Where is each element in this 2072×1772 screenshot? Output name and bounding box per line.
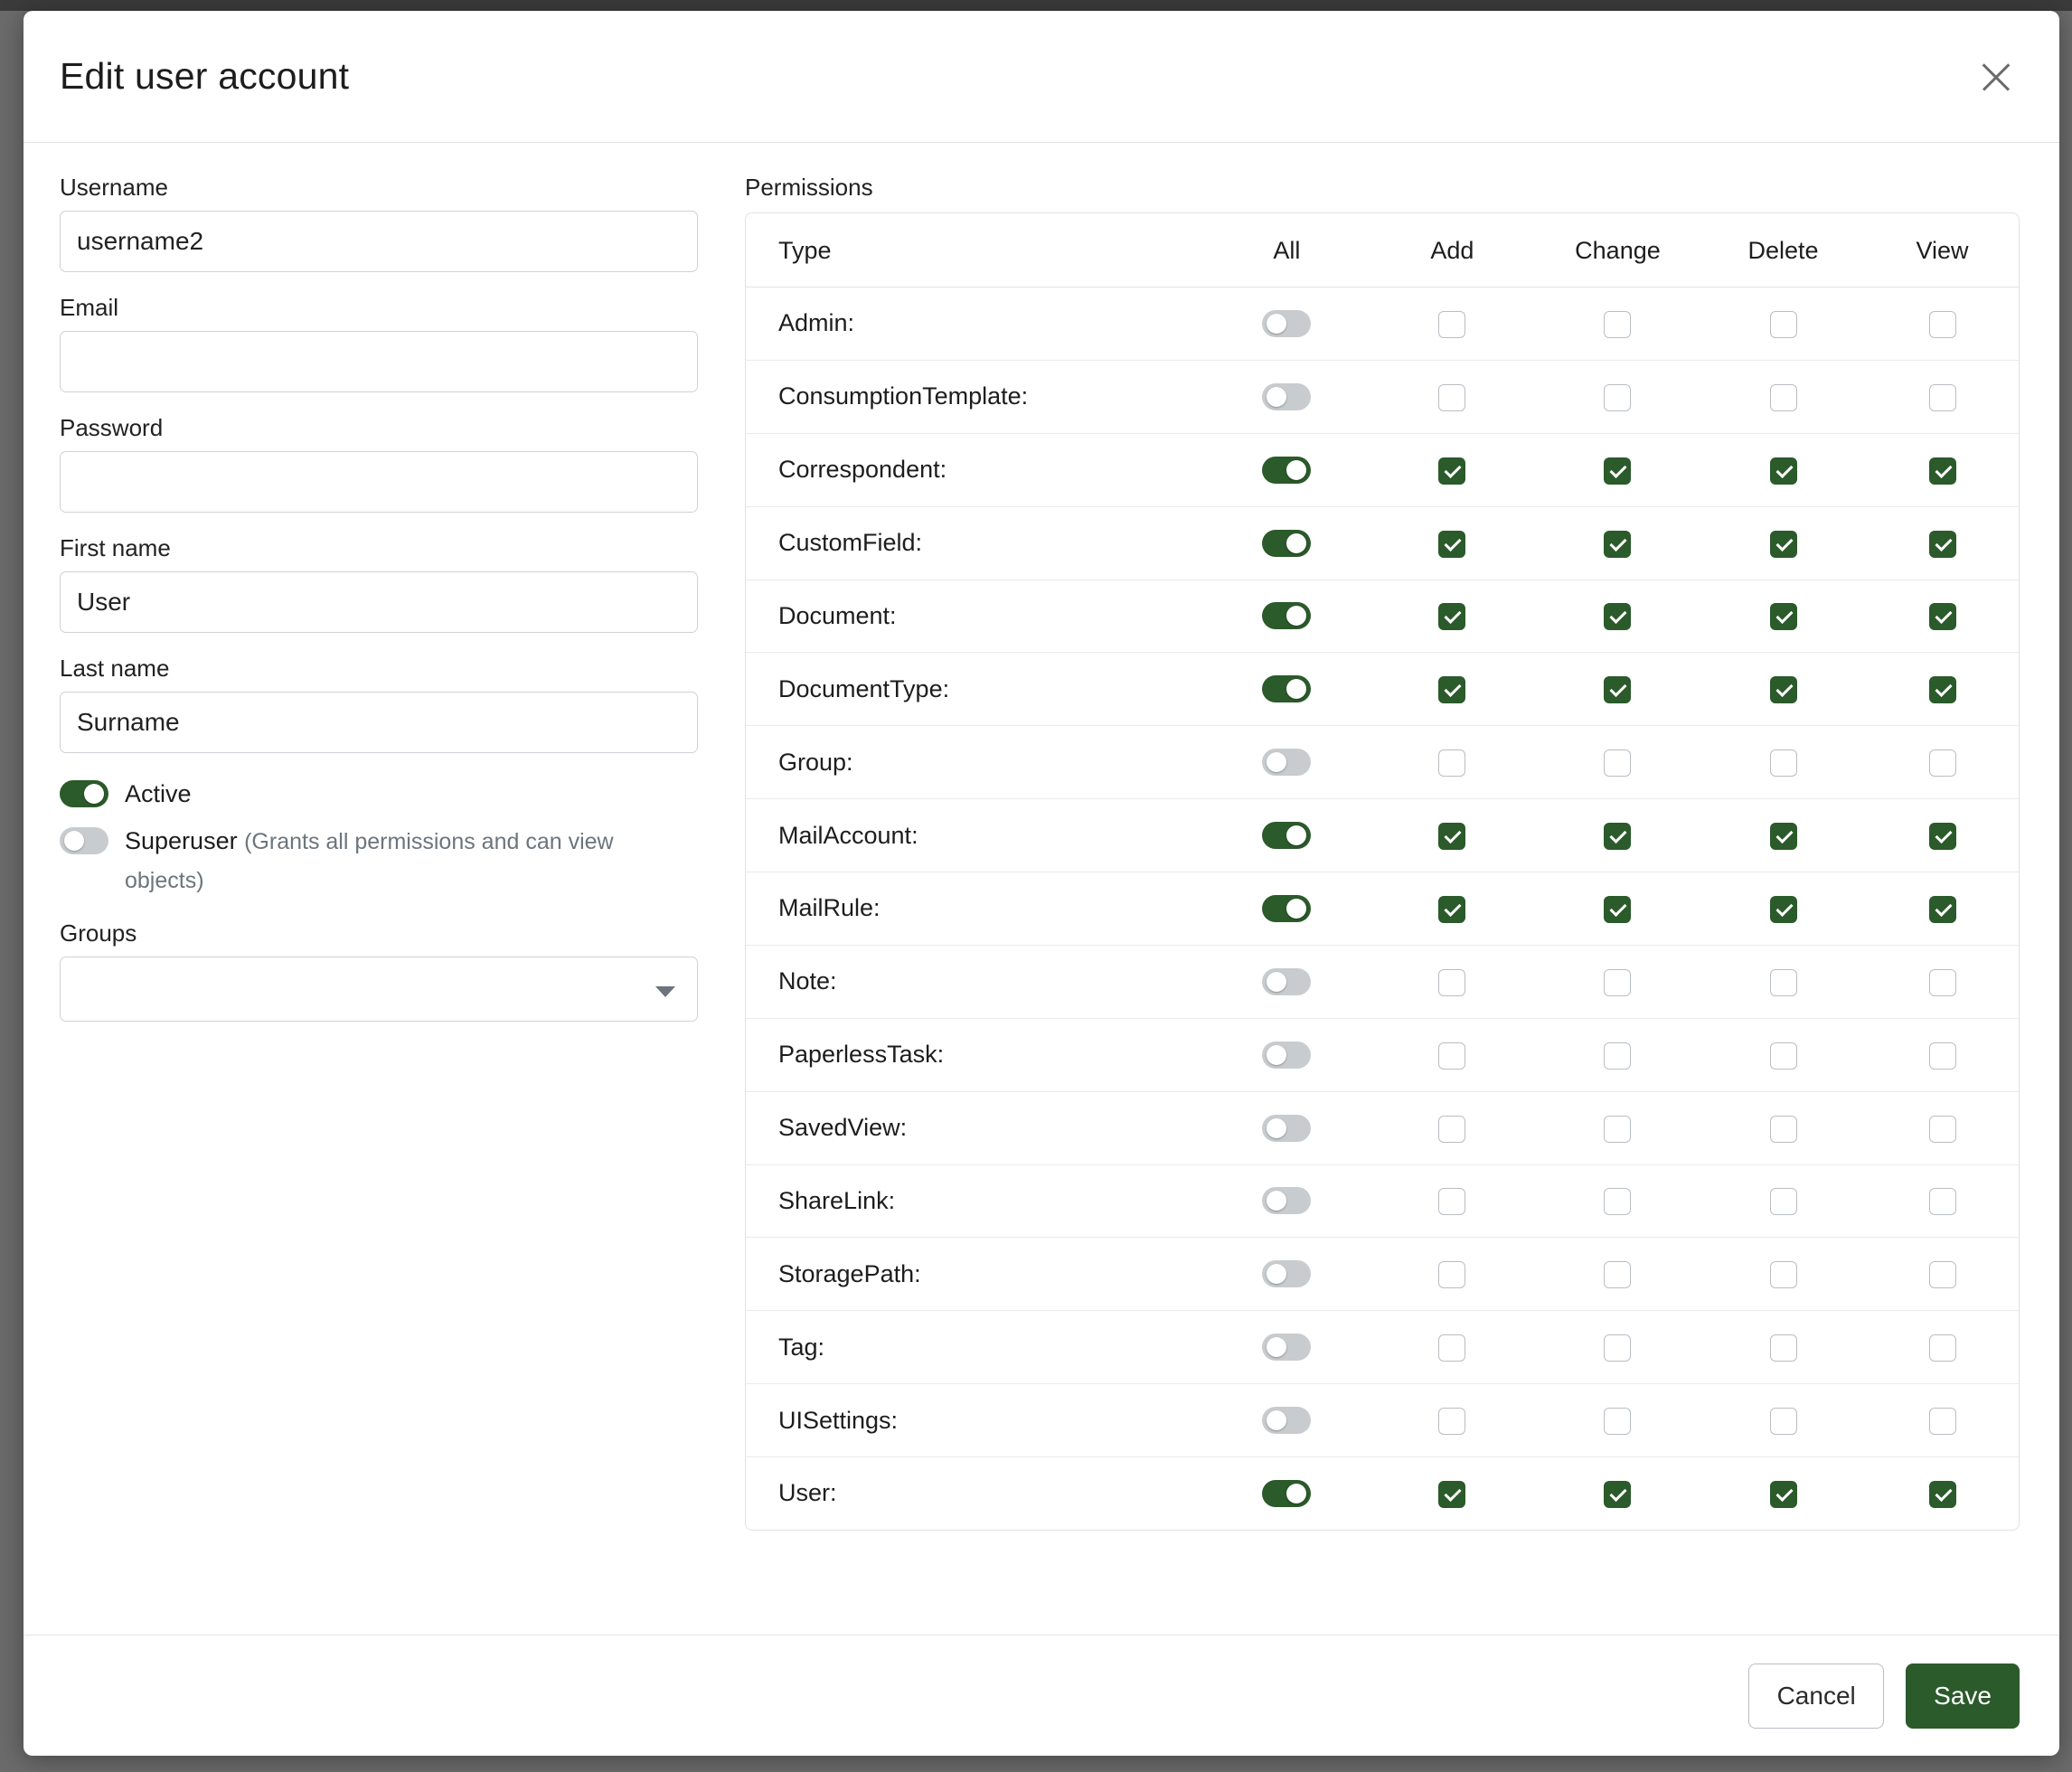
permission-change-checkbox-cell xyxy=(1535,1164,1700,1238)
permissions-table-wrapper xyxy=(745,212,2020,1531)
permission-type-label: DocumentType: xyxy=(746,653,1204,726)
permission-change-checkbox[interactable] xyxy=(1604,457,1631,485)
permission-view-checkbox-cell xyxy=(1866,1018,2019,1091)
permission-delete-checkbox-cell xyxy=(1700,872,1866,946)
permission-all-toggle[interactable] xyxy=(1262,1480,1311,1507)
close-icon[interactable] xyxy=(1973,53,2020,100)
permission-view-checkbox[interactable] xyxy=(1929,457,1956,485)
permission-view-checkbox[interactable] xyxy=(1929,749,1956,777)
permission-delete-checkbox[interactable] xyxy=(1770,603,1797,630)
save-button[interactable]: Save xyxy=(1906,1664,2020,1729)
permission-delete-checkbox[interactable] xyxy=(1770,1116,1797,1143)
permission-change-checkbox-cell xyxy=(1535,653,1700,726)
active-toggle-row xyxy=(60,775,702,813)
window-top-strip xyxy=(0,0,2072,11)
permission-all-cell xyxy=(1204,799,1370,872)
cancel-button[interactable]: Cancel xyxy=(1748,1664,1884,1729)
permission-delete-checkbox[interactable] xyxy=(1770,896,1797,923)
permission-view-checkbox-cell xyxy=(1866,506,2019,580)
permission-type-label: Group: xyxy=(746,726,1204,799)
permission-change-checkbox-cell xyxy=(1535,1384,1700,1457)
permission-view-checkbox-cell xyxy=(1866,653,2019,726)
dialog-header xyxy=(24,11,2059,143)
permission-delete-checkbox-cell xyxy=(1700,1311,1866,1384)
permission-change-checkbox-cell xyxy=(1535,1311,1700,1384)
permission-all-toggle[interactable] xyxy=(1262,968,1311,995)
permission-delete-checkbox-cell xyxy=(1700,945,1866,1018)
permission-change-checkbox-cell xyxy=(1535,945,1700,1018)
table-row xyxy=(746,1018,2019,1091)
permissions-body xyxy=(746,287,2019,1530)
permission-view-checkbox[interactable] xyxy=(1929,531,1956,558)
permission-add-checkbox[interactable] xyxy=(1438,531,1465,558)
permission-delete-checkbox-cell xyxy=(1700,506,1866,580)
permission-type-label: MailRule: xyxy=(746,872,1204,946)
permission-delete-checkbox[interactable] xyxy=(1770,1334,1797,1362)
permission-add-checkbox[interactable] xyxy=(1438,1188,1465,1215)
page-title: Edit user account xyxy=(60,55,350,97)
permission-add-checkbox[interactable] xyxy=(1438,1116,1465,1143)
permission-all-cell xyxy=(1204,1457,1370,1530)
permission-delete-checkbox[interactable] xyxy=(1770,676,1797,703)
table-row xyxy=(746,799,2019,872)
table-row xyxy=(746,287,2019,361)
permission-add-checkbox-cell xyxy=(1370,287,1535,361)
permission-view-checkbox-cell xyxy=(1866,580,2019,653)
permission-add-checkbox-cell xyxy=(1370,653,1535,726)
permission-add-checkbox[interactable] xyxy=(1438,603,1465,630)
permission-all-toggle[interactable] xyxy=(1262,822,1311,849)
table-row xyxy=(746,1384,2019,1457)
permission-change-checkbox[interactable] xyxy=(1604,1188,1631,1215)
edit-user-account-dialog xyxy=(24,11,2059,1756)
permission-add-checkbox-cell xyxy=(1370,1091,1535,1164)
permission-type-label: Document: xyxy=(746,580,1204,653)
permissions-table xyxy=(746,213,2019,1530)
permission-all-toggle[interactable] xyxy=(1262,675,1311,702)
groups-label: Groups xyxy=(60,919,137,947)
permission-view-checkbox-cell xyxy=(1866,1164,2019,1238)
permissions-header-row xyxy=(746,213,2019,287)
permission-all-cell xyxy=(1204,287,1370,361)
permission-delete-checkbox[interactable] xyxy=(1770,311,1797,338)
permission-view-checkbox-cell xyxy=(1866,287,2019,361)
table-row xyxy=(746,580,2019,653)
permission-delete-checkbox[interactable] xyxy=(1770,749,1797,777)
permission-all-cell xyxy=(1204,872,1370,946)
permission-all-toggle[interactable] xyxy=(1262,1042,1311,1069)
permission-type-label: SavedView: xyxy=(746,1091,1204,1164)
permission-change-checkbox[interactable] xyxy=(1604,969,1631,996)
permission-add-checkbox-cell xyxy=(1370,506,1535,580)
permission-all-toggle[interactable] xyxy=(1262,457,1311,484)
permission-type-label: Note: xyxy=(746,945,1204,1018)
column-header-type: Type xyxy=(746,213,1204,287)
permission-delete-checkbox[interactable] xyxy=(1770,1481,1797,1508)
permission-delete-checkbox-cell xyxy=(1700,287,1866,361)
permission-change-checkbox-cell xyxy=(1535,872,1700,946)
permission-all-toggle[interactable] xyxy=(1262,1115,1311,1142)
permission-all-toggle[interactable] xyxy=(1262,1260,1311,1287)
first-name-input[interactable] xyxy=(60,571,698,633)
permission-add-checkbox[interactable] xyxy=(1438,384,1465,411)
permission-view-checkbox[interactable] xyxy=(1929,1334,1956,1362)
permission-add-checkbox-cell xyxy=(1370,1311,1535,1384)
permission-add-checkbox[interactable] xyxy=(1438,1261,1465,1288)
permission-delete-checkbox[interactable] xyxy=(1770,1188,1797,1215)
permission-all-cell xyxy=(1204,1091,1370,1164)
permission-type-label: PaperlessTask: xyxy=(746,1018,1204,1091)
permission-view-checkbox-cell xyxy=(1866,872,2019,946)
permission-delete-checkbox-cell xyxy=(1700,1457,1866,1530)
permission-add-checkbox-cell xyxy=(1370,726,1535,799)
permission-add-checkbox-cell xyxy=(1370,1238,1535,1311)
permission-view-checkbox[interactable] xyxy=(1929,1188,1956,1215)
password-field-group xyxy=(60,414,702,513)
permission-view-checkbox-cell xyxy=(1866,799,2019,872)
permission-view-checkbox-cell xyxy=(1866,360,2019,433)
permission-add-checkbox-cell xyxy=(1370,360,1535,433)
superuser-hint: (Grants all permissions and can view objects) xyxy=(125,829,614,893)
permission-delete-checkbox-cell xyxy=(1700,1018,1866,1091)
superuser-label-group xyxy=(125,822,676,900)
table-row xyxy=(746,433,2019,506)
permission-change-checkbox[interactable] xyxy=(1604,531,1631,558)
permission-change-checkbox[interactable] xyxy=(1604,896,1631,923)
permission-change-checkbox[interactable] xyxy=(1604,823,1631,850)
permission-view-checkbox[interactable] xyxy=(1929,1481,1956,1508)
permission-type-label: Correspondent: xyxy=(746,433,1204,506)
permission-delete-checkbox-cell xyxy=(1700,1384,1866,1457)
permission-change-checkbox-cell xyxy=(1535,433,1700,506)
permission-change-checkbox[interactable] xyxy=(1604,1116,1631,1143)
permission-add-checkbox[interactable] xyxy=(1438,1481,1465,1508)
permission-all-cell xyxy=(1204,726,1370,799)
permission-add-checkbox-cell xyxy=(1370,1018,1535,1091)
permission-change-checkbox-cell xyxy=(1535,360,1700,433)
permission-delete-checkbox[interactable] xyxy=(1770,969,1797,996)
table-row xyxy=(746,653,2019,726)
permission-view-checkbox[interactable] xyxy=(1929,969,1956,996)
permission-delete-checkbox-cell xyxy=(1700,433,1866,506)
chevron-down-icon xyxy=(655,986,675,997)
permission-all-toggle[interactable] xyxy=(1262,1407,1311,1434)
first-name-field-group xyxy=(60,534,702,633)
permission-all-cell xyxy=(1204,945,1370,1018)
password-input[interactable] xyxy=(60,451,698,513)
permission-all-toggle[interactable] xyxy=(1262,1334,1311,1361)
permission-add-checkbox-cell xyxy=(1370,433,1535,506)
permission-change-checkbox-cell xyxy=(1535,799,1700,872)
first-name-label: First name xyxy=(60,534,171,561)
permission-view-checkbox-cell xyxy=(1866,1091,2019,1164)
permission-add-checkbox[interactable] xyxy=(1438,1334,1465,1362)
permission-add-checkbox-cell xyxy=(1370,945,1535,1018)
permission-add-checkbox[interactable] xyxy=(1438,1408,1465,1435)
table-row xyxy=(746,360,2019,433)
permission-delete-checkbox[interactable] xyxy=(1770,1042,1797,1070)
permission-add-checkbox[interactable] xyxy=(1438,823,1465,850)
permission-view-checkbox[interactable] xyxy=(1929,384,1956,411)
permission-delete-checkbox-cell xyxy=(1700,580,1866,653)
permission-view-checkbox-cell xyxy=(1866,726,2019,799)
groups-field-group xyxy=(60,919,702,1022)
permission-change-checkbox[interactable] xyxy=(1604,749,1631,777)
email-input[interactable] xyxy=(60,331,698,392)
last-name-input[interactable] xyxy=(60,692,698,753)
permission-change-checkbox-cell xyxy=(1535,726,1700,799)
permission-view-checkbox[interactable] xyxy=(1929,896,1956,923)
permission-view-checkbox[interactable] xyxy=(1929,1261,1956,1288)
column-header-view: View xyxy=(1866,213,2019,287)
email-label: Email xyxy=(60,294,119,321)
permissions-title: Permissions xyxy=(745,174,873,201)
permission-change-checkbox[interactable] xyxy=(1604,1042,1631,1070)
permission-view-checkbox[interactable] xyxy=(1929,1408,1956,1435)
last-name-label: Last name xyxy=(60,655,170,682)
column-header-delete: Delete xyxy=(1700,213,1866,287)
permission-change-checkbox[interactable] xyxy=(1604,311,1631,338)
table-row xyxy=(746,726,2019,799)
permission-add-checkbox-cell xyxy=(1370,580,1535,653)
table-row xyxy=(746,872,2019,946)
permission-delete-checkbox-cell xyxy=(1700,1164,1866,1238)
permission-type-label: ShareLink: xyxy=(746,1164,1204,1238)
permission-view-checkbox-cell xyxy=(1866,945,2019,1018)
permission-change-checkbox-cell xyxy=(1535,1457,1700,1530)
permission-all-cell xyxy=(1204,1311,1370,1384)
permission-change-checkbox[interactable] xyxy=(1604,1261,1631,1288)
table-row xyxy=(746,1238,2019,1311)
permission-delete-checkbox[interactable] xyxy=(1770,1261,1797,1288)
table-row xyxy=(746,1311,2019,1384)
permission-delete-checkbox[interactable] xyxy=(1770,531,1797,558)
permission-all-cell xyxy=(1204,653,1370,726)
permission-add-checkbox[interactable] xyxy=(1438,969,1465,996)
user-details-form xyxy=(60,174,702,1616)
permission-delete-checkbox[interactable] xyxy=(1770,457,1797,485)
permission-add-checkbox[interactable] xyxy=(1438,1042,1465,1070)
groups-select[interactable] xyxy=(60,957,698,1022)
permission-delete-checkbox-cell xyxy=(1700,360,1866,433)
permission-view-checkbox-cell xyxy=(1866,433,2019,506)
permission-all-toggle[interactable] xyxy=(1262,530,1311,557)
permission-all-toggle[interactable] xyxy=(1262,1187,1311,1214)
permission-all-cell xyxy=(1204,1384,1370,1457)
permission-delete-checkbox[interactable] xyxy=(1770,384,1797,411)
permission-type-label: User: xyxy=(778,1479,837,1507)
active-label: Active xyxy=(125,780,192,807)
permission-change-checkbox-cell xyxy=(1535,287,1700,361)
permission-change-checkbox[interactable] xyxy=(1604,603,1631,630)
permission-view-checkbox-cell xyxy=(1866,1311,2019,1384)
permission-delete-checkbox-cell xyxy=(1700,726,1866,799)
permission-all-cell xyxy=(1204,580,1370,653)
permission-add-checkbox-cell xyxy=(1370,872,1535,946)
column-header-add: Add xyxy=(1370,213,1535,287)
permission-view-checkbox[interactable] xyxy=(1929,823,1956,850)
dialog-footer xyxy=(24,1635,2059,1756)
permission-all-cell xyxy=(1204,1238,1370,1311)
permission-all-toggle[interactable] xyxy=(1262,383,1311,410)
permission-type-label: Tag: xyxy=(746,1311,1204,1384)
permission-add-checkbox-cell xyxy=(1370,1384,1535,1457)
permission-all-toggle[interactable] xyxy=(1262,749,1311,776)
active-toggle[interactable] xyxy=(60,780,108,807)
permission-add-checkbox-cell xyxy=(1370,1164,1535,1238)
permission-type-label: ConsumptionTemplate: xyxy=(746,360,1204,433)
superuser-toggle-row xyxy=(60,822,702,900)
table-row xyxy=(746,1164,2019,1238)
permission-add-checkbox-cell xyxy=(1370,1457,1535,1530)
dialog-body xyxy=(24,143,2059,1635)
permission-change-checkbox[interactable] xyxy=(1604,1334,1631,1362)
permission-type-label: UISettings: xyxy=(746,1384,1204,1457)
permission-all-cell xyxy=(1204,360,1370,433)
permission-change-checkbox[interactable] xyxy=(1604,384,1631,411)
permission-all-cell xyxy=(1204,506,1370,580)
column-header-all: All xyxy=(1204,213,1370,287)
permission-add-checkbox[interactable] xyxy=(1438,676,1465,703)
permission-view-checkbox[interactable] xyxy=(1929,1116,1956,1143)
permission-change-checkbox-cell xyxy=(1535,1018,1700,1091)
table-row xyxy=(746,1091,2019,1164)
permission-view-checkbox[interactable] xyxy=(1929,676,1956,703)
permission-delete-checkbox-cell xyxy=(1700,799,1866,872)
table-row xyxy=(746,945,2019,1018)
permission-add-checkbox-cell xyxy=(1370,799,1535,872)
permission-delete-checkbox-cell xyxy=(1700,1238,1866,1311)
permission-type-label: CustomField: xyxy=(746,506,1204,580)
permission-all-cell xyxy=(1204,1164,1370,1238)
permission-view-checkbox-cell xyxy=(1866,1457,2019,1530)
permission-add-checkbox[interactable] xyxy=(1438,749,1465,777)
password-label: Password xyxy=(60,414,164,441)
email-field-group xyxy=(60,294,702,392)
permission-change-checkbox-cell xyxy=(1535,1238,1700,1311)
username-field-group xyxy=(60,174,702,272)
permission-all-toggle[interactable] xyxy=(1262,602,1311,629)
permission-change-checkbox-cell xyxy=(1535,1091,1700,1164)
permission-view-checkbox[interactable] xyxy=(1929,603,1956,630)
permission-type-label: Admin: xyxy=(746,287,1204,361)
permission-change-checkbox[interactable] xyxy=(1604,676,1631,703)
column-header-change: Change xyxy=(1535,213,1700,287)
username-input[interactable] xyxy=(60,211,698,272)
permission-delete-checkbox-cell xyxy=(1700,653,1866,726)
username-label: Username xyxy=(60,174,168,201)
permission-delete-checkbox[interactable] xyxy=(1770,1408,1797,1435)
permission-view-checkbox-cell xyxy=(1866,1238,2019,1311)
permission-add-checkbox[interactable] xyxy=(1438,311,1465,338)
permission-view-checkbox[interactable] xyxy=(1929,311,1956,338)
permission-all-toggle[interactable] xyxy=(1262,310,1311,337)
table-row xyxy=(746,1457,2019,1530)
permission-change-checkbox[interactable] xyxy=(1604,1408,1631,1435)
permission-add-checkbox[interactable] xyxy=(1438,457,1465,485)
permission-delete-checkbox-cell xyxy=(1700,1091,1866,1164)
permission-change-checkbox-cell xyxy=(1535,506,1700,580)
permission-all-toggle[interactable] xyxy=(1262,895,1311,922)
permission-all-cell xyxy=(1204,1018,1370,1091)
permissions-section xyxy=(745,174,2020,1616)
permission-delete-checkbox[interactable] xyxy=(1770,823,1797,850)
last-name-field-group xyxy=(60,655,702,753)
superuser-toggle[interactable] xyxy=(60,827,108,854)
permission-change-checkbox-cell xyxy=(1535,580,1700,653)
permission-add-checkbox[interactable] xyxy=(1438,896,1465,923)
permission-all-cell xyxy=(1204,433,1370,506)
superuser-label: Superuser xyxy=(125,827,238,854)
permission-type-label: MailAccount: xyxy=(746,799,1204,872)
permission-view-checkbox-cell xyxy=(1866,1384,2019,1457)
permission-view-checkbox[interactable] xyxy=(1929,1042,1956,1070)
permission-change-checkbox[interactable] xyxy=(1604,1481,1631,1508)
table-row xyxy=(746,506,2019,580)
permission-type-label: StoragePath: xyxy=(746,1238,1204,1311)
